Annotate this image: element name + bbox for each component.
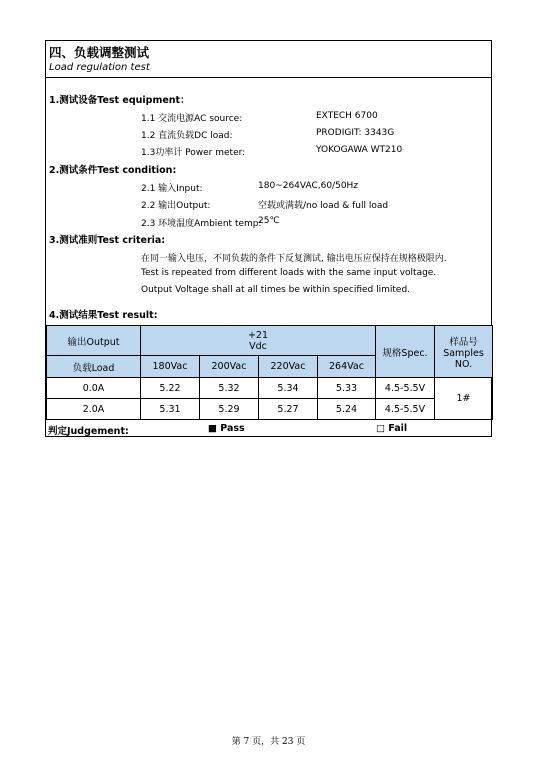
samples-label-zh: 样品号 bbox=[449, 336, 478, 348]
condition-value-2: 空载或满载/no load & full load bbox=[258, 201, 389, 211]
spec-cell: 4.5-5.5V bbox=[376, 399, 435, 420]
condition-label-3: 2.3 环境温度Ambient temp: bbox=[141, 219, 262, 229]
condition-value-1: 180~264VAC,60/50Hz bbox=[258, 181, 359, 191]
spec-cell: 4.5-5.5V bbox=[376, 378, 435, 399]
condition-heading: 2.测试条件Test condition: bbox=[49, 165, 177, 176]
section-title-box bbox=[46, 41, 491, 78]
fail-checkbox: □ Fail bbox=[376, 423, 408, 434]
table-row bbox=[47, 378, 493, 399]
voltage-header-2: 200Vac bbox=[200, 356, 259, 378]
condition-value-3: 25℃ bbox=[258, 216, 280, 226]
result-table bbox=[46, 325, 493, 420]
load-cell: 2.0A bbox=[47, 399, 141, 420]
voltage-header-3: 220Vac bbox=[259, 356, 318, 378]
value-cell: 5.34 bbox=[259, 378, 318, 399]
value-cell: 5.32 bbox=[200, 378, 259, 399]
judgement-label: 判定Judgement: bbox=[48, 426, 129, 437]
voltage-header-1: 180Vac bbox=[141, 356, 200, 378]
output-value: +21 bbox=[247, 329, 269, 341]
value-cell: 5.22 bbox=[141, 378, 200, 399]
samples-label-cell bbox=[435, 326, 493, 378]
sample-no-cell: 1# bbox=[435, 378, 493, 420]
equipment-value-1: EXTECH 6700 bbox=[316, 111, 378, 121]
value-cell: 5.27 bbox=[259, 399, 318, 420]
condition-label-1: 2.1 输入Input: bbox=[141, 184, 203, 194]
load-cell: 0.0A bbox=[47, 378, 141, 399]
condition-label-2: 2.2 输出Output: bbox=[141, 201, 211, 211]
load-label-cell: 负载Load bbox=[47, 356, 141, 378]
value-cell: 5.29 bbox=[200, 399, 259, 420]
section-title: 四、负载调整测试 bbox=[49, 45, 150, 60]
equipment-label-1: 1.1 交流电源AC source: bbox=[141, 114, 243, 124]
criteria-line-1: 在同一输入电压，不同负载的条件下反复测试, 输出电压应保持在规格极限内. bbox=[141, 254, 447, 264]
equipment-label-2: 1.2 直流负载DC load: bbox=[141, 131, 233, 141]
criteria-heading: 3.测试准则Test criteria: bbox=[49, 235, 166, 246]
samples-label-en: Samples bbox=[443, 347, 484, 359]
value-cell: 5.24 bbox=[318, 399, 376, 420]
equipment-value-3: YOKOGAWA WT210 bbox=[316, 145, 403, 155]
output-value-cell bbox=[141, 326, 376, 356]
samples-label-no: NO. bbox=[454, 358, 473, 370]
pass-checkbox: ■ Pass bbox=[208, 423, 245, 434]
equipment-label-3: 1.3功率计 Power meter: bbox=[141, 148, 246, 158]
output-label-cell: 输出Output bbox=[47, 326, 141, 356]
criteria-line-2: Test is repeated from different loads with the same input voltage. bbox=[141, 268, 437, 278]
result-heading: 4.测试结果Test result: bbox=[49, 310, 158, 321]
spec-label-cell: 规格Spec. bbox=[376, 326, 435, 378]
section-subtitle: Load regulation test bbox=[49, 62, 150, 73]
voltage-header-4: 264Vac bbox=[318, 356, 376, 378]
test-report-frame bbox=[45, 40, 492, 437]
table-row bbox=[47, 399, 493, 420]
page-footer: 第 7 页，共 23 页 bbox=[231, 737, 306, 747]
criteria-line-3: Output Voltage shall at all times be within specified limited. bbox=[141, 285, 411, 295]
value-cell: 5.33 bbox=[318, 378, 376, 399]
judgement-row bbox=[46, 422, 492, 437]
value-cell: 5.31 bbox=[141, 399, 200, 420]
output-unit: Vdc bbox=[249, 340, 267, 352]
equipment-heading: 1.测试设备Test equipment： bbox=[49, 95, 190, 106]
equipment-value-2: PRODIGIT: 3343G bbox=[316, 128, 395, 138]
